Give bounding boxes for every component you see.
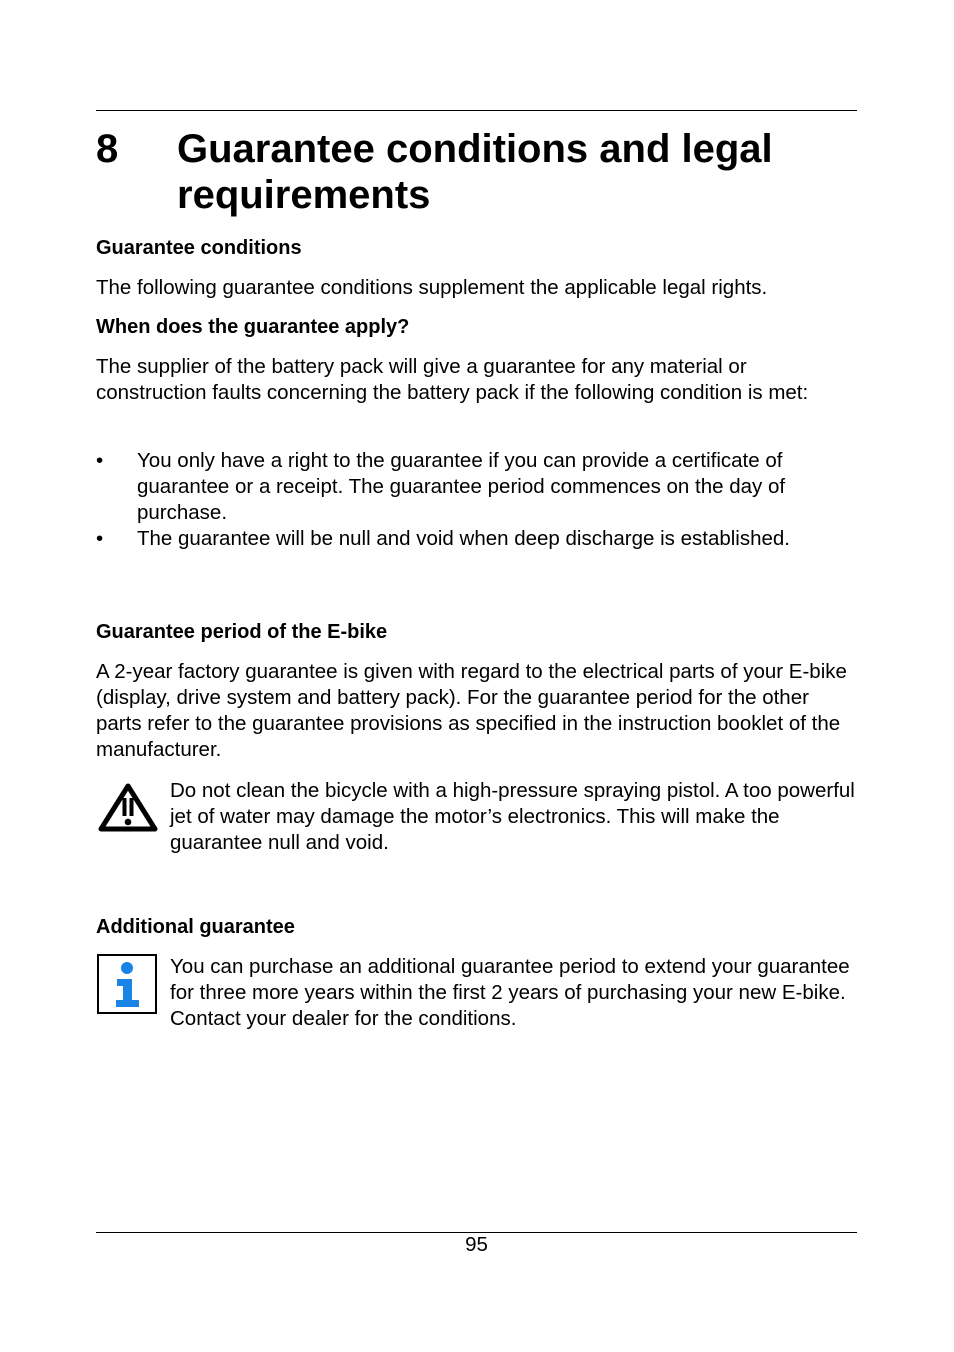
chapter-title: Guarantee conditions and legal requirements: [177, 127, 773, 217]
info-note-text: You can purchase an additional guarantee period to extend your guarantee for three more years within the first 2 years of purchasing your new E-bike. Contact your dealer for the conditions.: [170, 955, 850, 1030]
paragraph-when-apply: The supplier of the battery pack will give a guarantee for any material or construction faults concerning the battery pack if the following condition is met:: [96, 355, 809, 404]
heading-guarantee-period: Guarantee period of the E-bike: [96, 621, 388, 643]
heading-guarantee-conditions: Guarantee conditions: [96, 237, 302, 259]
warning-text: Do not clean the bicycle with a high-pressure spraying pistol. A too powerful jet of water may damage the motor’s electronics. This will make the guarantee null and void.: [170, 779, 855, 854]
header-rule: [96, 110, 857, 111]
list-item: [96, 526, 858, 552]
list-item-text: You only have a right to the guarantee if you can provide a certificate of guarantee or a receipt. The guarantee period commences on the day of purchase.: [137, 449, 786, 524]
heading-additional-guarantee: Additional guarantee: [96, 916, 295, 938]
info-icon: [97, 954, 157, 1014]
condition-list: [96, 448, 858, 552]
paragraph-guarantee-conditions: The following guarantee conditions supplement the applicable legal rights.: [96, 276, 768, 299]
list-item-text: The guarantee will be null and void when deep discharge is established.: [137, 527, 791, 550]
bullet-marker: •: [96, 449, 104, 472]
page-number: 95: [465, 1233, 488, 1256]
paragraph-guarantee-period: A 2-year factory guarantee is given with regard to the electrical parts of your E-bike (display, drive system and battery pack). For the guarantee period for the other parts refer to the guarantee provisions as specified in the instruction booklet of the manufacturer.: [96, 660, 847, 761]
list-item: [96, 448, 858, 526]
chapter-number: 8: [96, 127, 119, 171]
warning-triangle-icon: [98, 782, 158, 832]
bullet-marker: •: [96, 527, 104, 550]
heading-when-apply: When does the guarantee apply?: [96, 316, 410, 338]
